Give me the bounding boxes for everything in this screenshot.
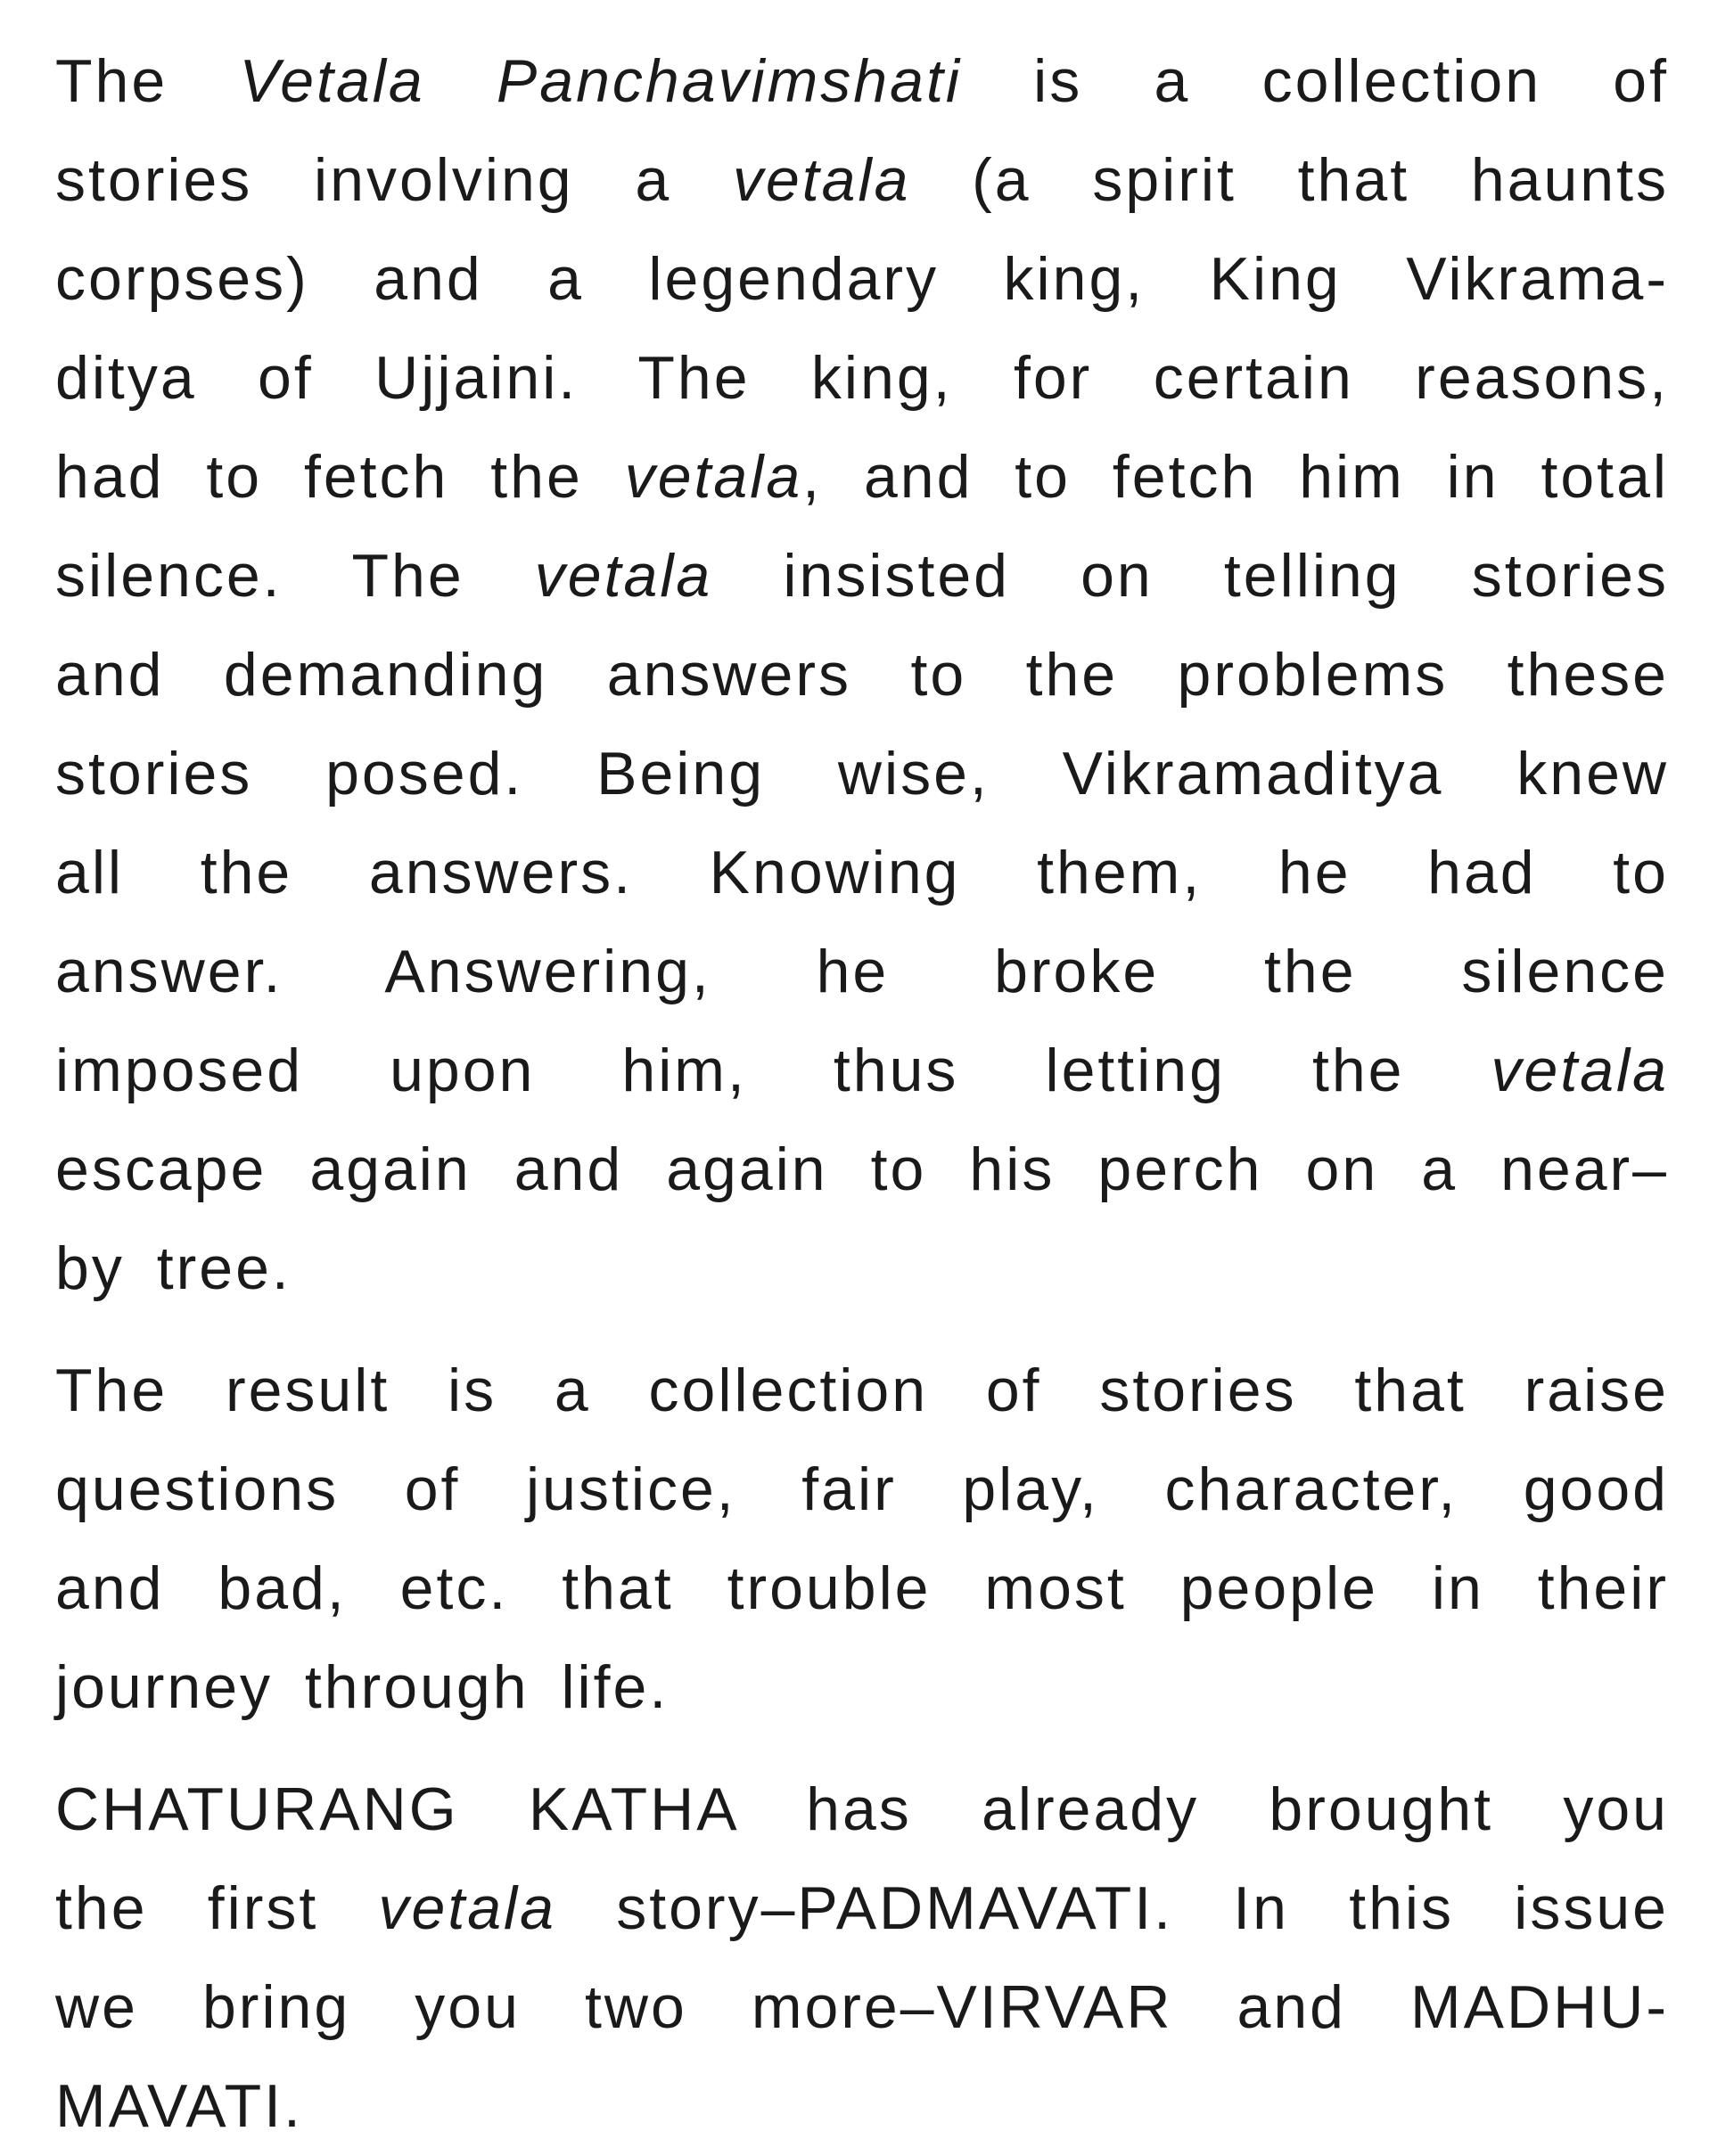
- text-line: stories posed. Being wise, Vikramaditya knew: [55, 740, 1669, 807]
- text-line: CHATURANG KATHA has already brought you: [55, 1775, 1669, 1843]
- text-line: stories involving a vetala (a spirit that haunts: [55, 146, 1669, 214]
- text-line: corpses) and a legendary king, King Vikrama-: [55, 245, 1669, 313]
- paragraph-result: [55, 1341, 1669, 1737]
- text-line: MAVATI.: [55, 2072, 303, 2140]
- text-line: journey through life.: [55, 1653, 670, 1721]
- text-line: answer. Answering, he broke the silence: [55, 938, 1669, 1005]
- text-line: The Vetala Panchavimshati is a collection of: [55, 47, 1669, 115]
- text-line: escape again and again to his perch on a near–: [55, 1135, 1669, 1203]
- text-line: by tree.: [55, 1234, 292, 1302]
- text-line: imposed upon him, thus letting the vetala: [55, 1037, 1669, 1104]
- text-line: we bring you two more–VIRVAR and MADHU-: [55, 1973, 1669, 2041]
- paragraph-gap: [55, 1318, 1669, 1341]
- text-line: and demanding answers to the problems these: [55, 641, 1669, 709]
- text-line: and bad, etc. that trouble most people in their: [55, 1554, 1669, 1622]
- paragraph-gap: [55, 1737, 1669, 1760]
- text-line: the first vetala story–PADMAVATI. In this issue: [55, 1874, 1669, 1942]
- document-page: [55, 32, 1669, 2156]
- paragraph-intro: [55, 32, 1669, 1318]
- text-line: all the answers. Knowing them, he had to: [55, 839, 1669, 906]
- text-line: The result is a collection of stories that raise: [55, 1357, 1669, 1424]
- text-line: ditya of Ujjaini. The king, for certain reasons,: [55, 344, 1669, 412]
- paragraph-announcement: [55, 1760, 1669, 2156]
- text-line: silence. The vetala insisted on telling stories: [55, 542, 1669, 610]
- text-line: had to fetch the vetala, and to fetch him in total: [55, 443, 1669, 511]
- text-line: questions of justice, fair play, character, good: [55, 1455, 1669, 1523]
